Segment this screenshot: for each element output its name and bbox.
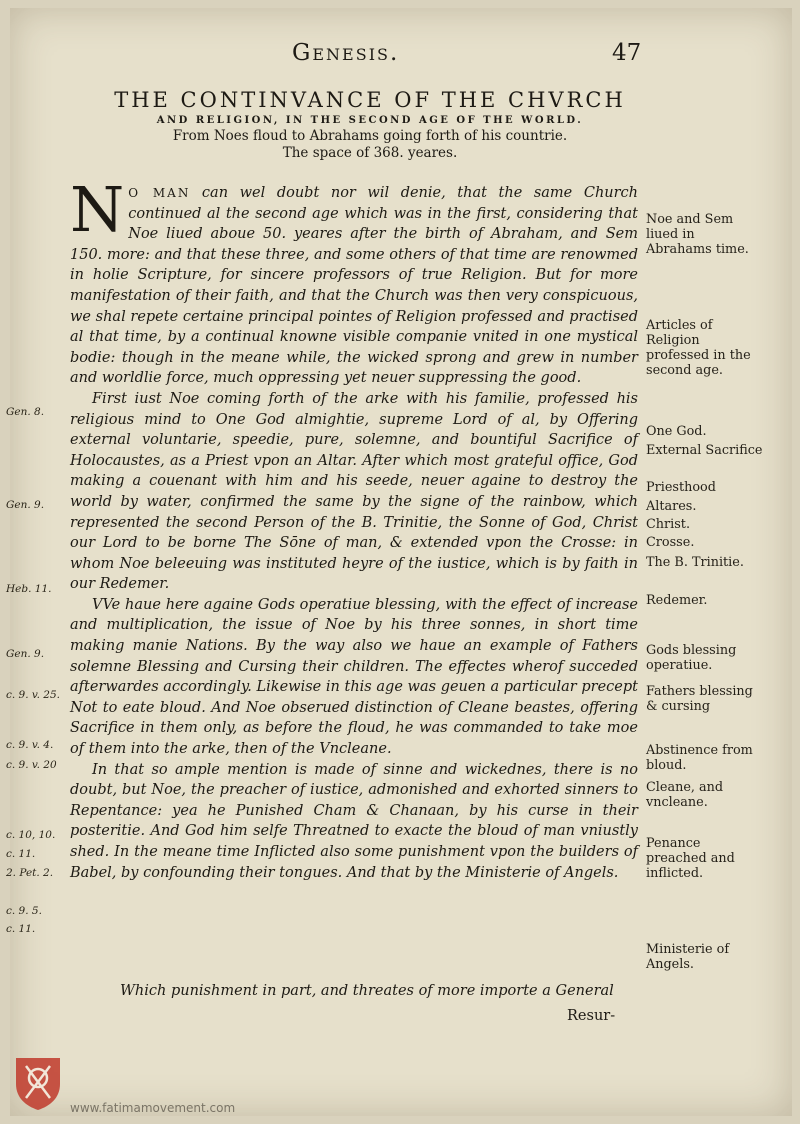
margin-ref: c. 11.: [6, 848, 36, 860]
side-note: Christ.: [646, 517, 691, 532]
side-note: Altares.: [646, 499, 697, 514]
chapter-title-block: [60, 86, 680, 162]
side-note: Crosse.: [646, 535, 695, 550]
lead-words: O MAN: [128, 186, 191, 200]
side-note: Gods blessing operatiue.: [646, 643, 737, 673]
margin-ref: c. 9. v. 4.: [6, 739, 54, 751]
margin-ref: c. 9. v. 20: [6, 759, 57, 771]
side-note: Cleane, and vncleane.: [646, 780, 724, 810]
margin-ref: Gen. 9.: [6, 648, 45, 660]
page-number: 47: [612, 40, 642, 66]
side-note: Noe and Sem liued in Abrahams time.: [646, 212, 749, 257]
margin-ref: c. 10, 10.: [6, 829, 56, 841]
side-note: Ministerie of Angels.: [646, 942, 730, 972]
margin-ref: c. 9. v. 25.: [6, 689, 60, 701]
catch-word: Resur-: [567, 1008, 616, 1024]
drop-cap: N: [70, 173, 125, 246]
running-title: Genesis.: [292, 40, 400, 66]
watermark-url: www.fatimamovement.com: [70, 1101, 236, 1115]
catch-line: Which punishment in part, and threates of more importe a General: [120, 983, 614, 999]
margin-ref: Gen. 8.: [6, 406, 45, 418]
side-note: Penance preached and inflicted.: [646, 836, 735, 881]
side-note: Fathers blessing & cursing: [646, 684, 753, 714]
chapter-subtitle: AND RELIGION, IN THE SECOND AGE OF THE WORLD.: [156, 115, 584, 126]
side-note: Abstinence from bloud.: [646, 743, 753, 773]
side-note: Redemer.: [646, 593, 708, 608]
paragraph-4: In that so ample mention is made of sinne and wickednes, there is no doubt, but Noe, the preacher of iustice, admonished and exhorted sinners to Repentance: yea he Punished Cham & Chanaan, by his curse in their posteritie. And God him selfe Threatned to exacte the bloud of man vniustly shed. In the meane time Inflicted also some punishment vpon the builders of Babel, by confounding their tongues. And that by the Ministerie of Angels.: [70, 761, 638, 881]
side-note: The B. Trinitie.: [646, 555, 744, 570]
paragraph-1: [70, 173, 639, 389]
chapter-span: The space of 368. yeares.: [282, 145, 458, 161]
side-note: External Sacrifice: [646, 443, 763, 458]
body-text: [70, 173, 639, 883]
paragraph-2: First iust Noe coming forth of the arke with his familie, professed his religious mind to One God almightie, supreme Lord of al, by Offering external voluntarie, speedie, pure, solemne, and bountiful Sacrifice of Holocaustes, as a Priest vpon an Altar. After which most grateful office, God making a couenant with him and his seede, neuer againe to destroy the world by water, confirmed the same by the signe of the rainbow, which represented the second Person of the B. Trinitie, the Sonne of God, Christ our Lord to be borne The Sōne of man, & extended vpon the Crosse: in whom Noe beleeuing was instituted heyre of the iustice, which is by faith in our Redemer.: [70, 390, 638, 593]
paragraph-3: VVe haue here againe Gods operatiue blessing, with the effect of increase and multiplication, the issue of Noe by his three sonnes, in short time making manie Nations. By the way also we haue an example of Fathers solemne Blessing and Cursing their children. The effectes wherof succeded afterwardes accordingly. Likewise in this age was geuen a particular precept Not to eate bloud. And Noe obserued distinction of Cleane beastes, offering Sacrifice in them only, as before the floud, he was commanded to take moe of them into the arke, then of the Vncleane.: [70, 596, 638, 758]
side-note: Priesthood: [646, 480, 716, 495]
running-head: [0, 38, 800, 78]
side-note: Articles of Religion professed in the second age.: [646, 318, 751, 378]
margin-ref: c. 11.: [6, 923, 36, 935]
side-note: One God.: [646, 424, 707, 439]
margin-ref: 2. Pet. 2.: [6, 867, 54, 879]
chapter-scope: From Noes floud to Abrahams going forth of his countrie.: [172, 128, 568, 144]
margin-ref: Gen. 9.: [6, 499, 45, 511]
margin-ref: Heb. 11.: [6, 583, 52, 595]
keys-shield-logo-icon: [12, 1054, 64, 1112]
paragraph-1-text: can wel doubt nor wil denie, that the same Church continued al the second age which was in the first, considering that Noe liued aboue 50. yeares after the birth of Abraham, and Sem 150. more: and that these three, and some others of that time are renowmed in holie Scripture, for sincere professors of true Religion. But for more manifestation of their faith, and that the Church was then very conspicuous, we shal repete certaine principal pointes of Religion professed and practised al that time, by a continual knowne visible companie vnited in one mystical bodie: though in the meane while, the wicked sprong and grew in number and worldlie force, much oppressing yet neuer suppressing the good.: [70, 185, 639, 387]
chapter-title: THE CONTINVANCE OF THE CHVRCH: [114, 88, 626, 112]
margin-ref: c. 9. 5.: [6, 905, 42, 917]
